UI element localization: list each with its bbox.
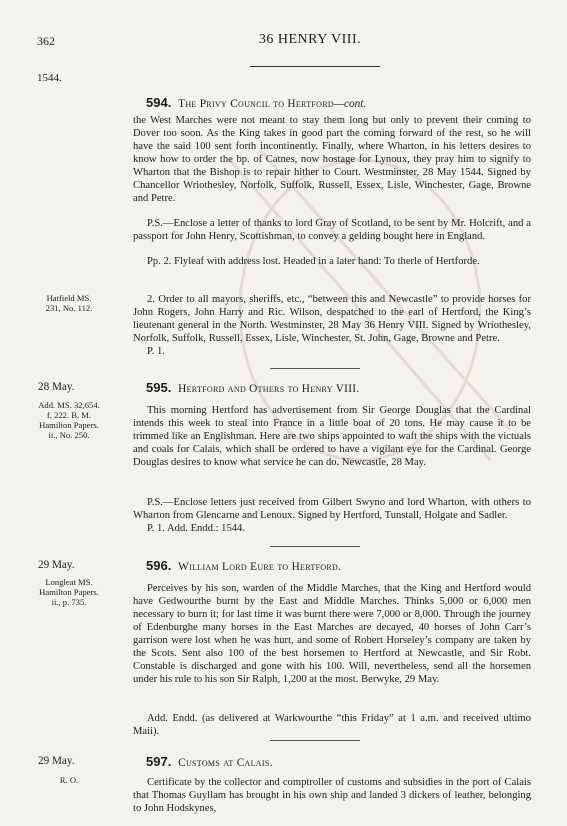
entry-595-heading [146, 380, 360, 395]
entry-597-source: R. O. [59, 775, 79, 785]
section-divider [270, 368, 360, 369]
entry-title-suffix: —cont. [333, 98, 367, 110]
entry-number: 595. [146, 380, 172, 395]
entry-title: The Privy Council to Hertford [178, 98, 334, 110]
entry-594-postscript: P.S.—Enclose a letter of thanks to lord Gray of Scotland, to be sent by Mr. Holcrift, and a passport for John Henry, Scottishman, to convey a gelding bought here in England. [133, 218, 531, 242]
entry-594-part2-pages: P. 1. [147, 346, 165, 357]
page-number: 362 [37, 34, 55, 48]
entry-595-physical-note: P. 1. Add. Endd.: 1544. [147, 523, 246, 534]
entry-title: Customs at Calais. [178, 757, 273, 769]
entry-597-heading [146, 754, 273, 769]
entry-595-paragraph-1: This morning Hertford has advertisement from Sir George Douglas that the Cardinal intends this week to steal into France in a little boat of 20 tons. He may cause it to be trimmed like an Englishman. Here are two ships appointed to waft the ships with the victuals and coals for Calais, which shall be ordered to have a vigilant eye for the Cardinal. George Douglas desires to know what service he can do. Newcastle, 28 May. [133, 405, 531, 468]
entry-596-paragraph-1: Perceives by his son, warden of the Middle Marches, that the King and Hertford would have Gedwourthe burnt by the East and Middle Marches. Thinks 5,000 or 6,000 men necessary to burn it; for last time it was burnt there were 7,000 or 8,000. Through the journey of Edenburghe many horses in the East Marches are decayed, 40 horses of John Carr’s garrison were lost when he was hurt, and some of Robert Horseley’s company are taken by the Scots. Sent also 100 of the best horsemen to Hertford at Newcastle, and Sir Robt. Constable is discharged and gone with his 100. Will, nevertheless, send all the horsemen under his rule to his son Sir Ralph, 1,200 at the most. Berwyke, 29 May. [133, 583, 531, 685]
entry-594-part2-source: Hatfield MS. 231, No. 112. [45, 293, 93, 313]
header-divider [250, 66, 380, 67]
entry-595-date: 28 May. [38, 381, 75, 393]
entry-596-date: 29 May. [38, 559, 75, 571]
running-title: 36 HENRY VIII. [258, 32, 362, 47]
section-divider [270, 546, 360, 547]
entry-597-paragraph-1: Certificate by the collector and comptroller of customs and subsidies in the port of Calais that Thomas Guyllam has brought in his own ship and landed 3 dickers of leather, belonging to John Hodskynes, [133, 777, 531, 814]
entry-594-physical-note: Pp. 2. Flyleaf with address lost. Headed in a later hand: To therle of Hertforde. [147, 256, 480, 267]
entry-594-heading [146, 95, 366, 110]
section-divider [270, 740, 360, 741]
entry-number: 596. [146, 558, 172, 573]
entry-number: 597. [146, 754, 172, 769]
entry-595-postscript: P.S.—Enclose letters just received from Gilbert Swyno and lord Wharton, with others to Wharton from Glencarne and Lenoux. Signed by Hertford, Tunstall, Holgate and Sadler. [133, 497, 531, 521]
entry-596-source: Longleat MS. Hamilton Papers. ii., p. 735. [39, 577, 99, 607]
entry-594-part2-paragraph: 2. Order to all mayors, sheriffs, etc., “between this and Newcastle” to provide horses for John Rogers, John Harry and Ric. Wilson, despatched to the earl of Hertford, the King’s lieutenant general in the North. Westminster, 28 May 36 Henry VIII. Signed by Wriothesley, Norfolk, Suffolk, Russell, Essex, Lisle, Winchester, St. John, Gage, Browne and Petre. [133, 294, 531, 344]
entry-596-physical-note: Add. Endd. (as delivered at Warkwourthe “this Friday” at 1 a.m. and received ultimo Maii). [133, 713, 531, 737]
entry-595-source: Add. MS. 32,654. f. 222. B. M. Hamilton Papers. ii., No. 250. [38, 400, 100, 440]
entry-596-heading [146, 558, 341, 573]
entry-title: Hertford and Others to Henry VIII. [178, 383, 360, 395]
year-label: 1544. [37, 72, 62, 84]
entry-title: William Lord Eure to Hertford. [178, 561, 342, 573]
entry-594-paragraph-1: the West Marches were not meant to stay them long but only to prevent their coming to Dover too soon. As the King takes in good part the coming forward of the rest, so he will have the said 100 sent forth incontinently. Finally, where Wharton, in his letters desires to know how to order the bp. of Catnes, now hostage for Lynoux, they pray him to signify to Wharton that the Bishop is to repair hither to Court. Westminster, 28 May 1544. Signed by Chancellor Wriothesley, Norfolk, Suffolk, Russell, Essex, Lisle, Winchester, Gage, Browne and Petre. [133, 115, 531, 204]
entry-number: 594. [146, 95, 172, 110]
entry-597-date: 29 May. [38, 755, 75, 767]
